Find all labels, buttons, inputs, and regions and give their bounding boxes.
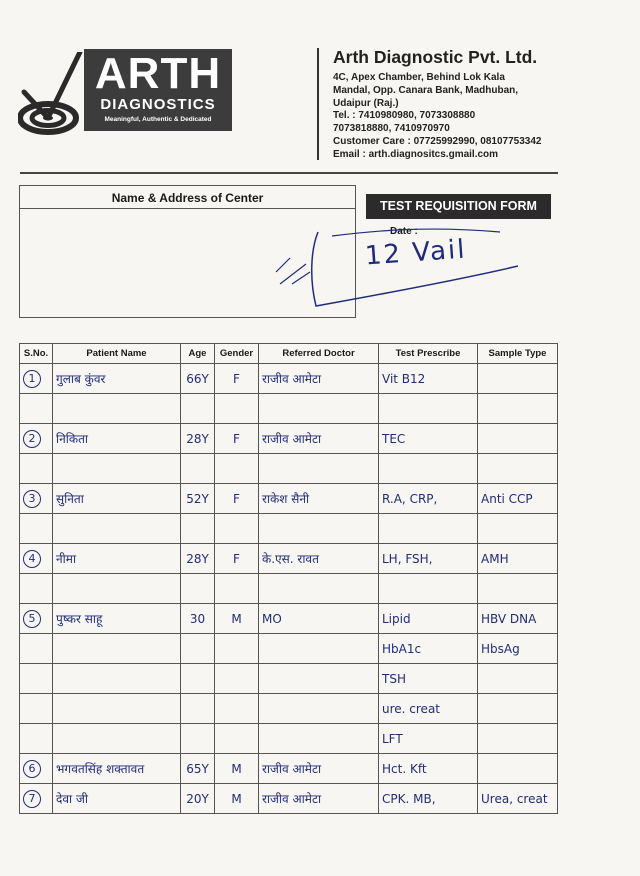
cell-sno[interactable] (20, 634, 53, 664)
cell-referred-doctor[interactable] (259, 724, 379, 754)
logo-word: ARTH (94, 49, 222, 98)
patient-table (19, 343, 558, 814)
table-row (20, 454, 558, 484)
cell-gender[interactable]: M (215, 754, 259, 784)
cell-sample-type[interactable]: Urea, creat (478, 784, 558, 814)
cell-patient-name[interactable]: सुनिता (53, 484, 181, 514)
cell-patient-name[interactable]: नीमा (53, 544, 181, 574)
cell-gender[interactable]: F (215, 424, 259, 454)
cell-sample-type[interactable]: Anti CCP (478, 484, 558, 514)
cell-patient-name[interactable] (53, 724, 181, 754)
cell-referred-doctor[interactable]: राजीव आमेटा (259, 364, 379, 394)
cell-referred-doctor[interactable]: राजीव आमेटा (259, 784, 379, 814)
cell-sno[interactable] (20, 574, 53, 604)
header-sno: S.No. (20, 344, 53, 364)
table-row (20, 784, 558, 814)
cell-test-prescribe[interactable]: Vit B12 (379, 364, 478, 394)
logo-subtitle: DIAGNOSTICS (100, 96, 216, 113)
cell-patient-name[interactable]: देवा जी (53, 784, 181, 814)
address-line: Udaipur (Raj.) (333, 97, 399, 109)
header-patient-name: Patient Name (53, 344, 181, 364)
cell-referred-doctor[interactable] (259, 514, 379, 544)
header-divider (317, 48, 319, 160)
cell-sample-type[interactable] (478, 574, 558, 604)
cell-referred-doctor[interactable] (259, 574, 379, 604)
cell-test-prescribe[interactable]: Hct. Kft (379, 754, 478, 784)
table-header-row (20, 344, 558, 364)
cell-patient-name[interactable]: गुलाब कुंवर (53, 364, 181, 394)
cell-sno[interactable] (20, 664, 53, 694)
company-info (333, 46, 633, 162)
address-line: 4C, Apex Chamber, Behind Lok Kala (333, 72, 505, 83)
cell-age[interactable]: 65Y (181, 754, 215, 784)
cell-sno[interactable] (20, 544, 53, 574)
cell-age[interactable] (181, 394, 215, 424)
cell-gender[interactable] (215, 724, 259, 754)
cell-referred-doctor[interactable]: के.एस. रावत (259, 544, 379, 574)
cell-sample-type[interactable] (478, 424, 558, 454)
table-row (20, 484, 558, 514)
logo-badge (84, 49, 232, 131)
company-name: Arth Diagnostic Pvt. Ltd. (333, 47, 538, 67)
address-line: Mandal, Opp. Canara Bank, Madhuban, (333, 84, 519, 96)
cell-sno[interactable] (20, 724, 53, 754)
cell-sno[interactable] (20, 394, 53, 424)
cell-sample-type[interactable] (478, 694, 558, 724)
date-value[interactable]: 12 Vail (364, 234, 468, 272)
cell-gender[interactable]: F (215, 544, 259, 574)
cell-sno[interactable] (20, 484, 53, 514)
cell-gender[interactable]: F (215, 484, 259, 514)
cell-test-prescribe[interactable]: HbA1c (379, 634, 478, 664)
cell-test-prescribe[interactable]: LH, FSH, (379, 544, 478, 574)
cell-sample-type[interactable] (478, 514, 558, 544)
cell-sample-type[interactable] (478, 724, 558, 754)
cell-gender[interactable]: M (215, 784, 259, 814)
cell-age[interactable] (181, 724, 215, 754)
cell-sample-type[interactable]: HBV DNA (478, 604, 558, 634)
table-row (20, 634, 558, 664)
cell-patient-name[interactable]: पुष्कर साहू (53, 604, 181, 634)
cell-gender[interactable] (215, 454, 259, 484)
cell-referred-doctor[interactable] (259, 454, 379, 484)
cell-test-prescribe[interactable]: TEC (379, 424, 478, 454)
table-row (20, 394, 558, 424)
table-row (20, 694, 558, 724)
table-row (20, 514, 558, 544)
cell-test-prescribe[interactable]: LFT (379, 724, 478, 754)
cell-sample-type[interactable] (478, 754, 558, 784)
header-referred-doctor: Referred Doctor (259, 344, 379, 364)
cell-sno[interactable] (20, 424, 53, 454)
header-age: Age (181, 344, 215, 364)
cell-age[interactable]: 52Y (181, 484, 215, 514)
cell-sno[interactable] (20, 514, 53, 544)
serial-number: 7 (23, 790, 41, 808)
cell-referred-doctor[interactable]: राजीव आमेटा (259, 754, 379, 784)
cell-age[interactable]: 28Y (181, 424, 215, 454)
cell-patient-name[interactable] (53, 634, 181, 664)
cell-age[interactable] (181, 694, 215, 724)
cell-gender[interactable] (215, 394, 259, 424)
cell-gender[interactable]: F (215, 364, 259, 394)
table-row (20, 724, 558, 754)
table-row (20, 664, 558, 694)
logo-tagline: Meaningful, Authentic & Dedicated (104, 116, 212, 123)
cell-patient-name[interactable]: भगवतसिंह शक्तावत (53, 754, 181, 784)
serial-number: 6 (23, 760, 41, 778)
cell-gender[interactable] (215, 574, 259, 604)
cell-sno[interactable] (20, 784, 53, 814)
cell-referred-doctor[interactable]: MO (259, 604, 379, 634)
cell-age[interactable]: 20Y (181, 784, 215, 814)
cell-patient-name[interactable] (53, 664, 181, 694)
table-row (20, 364, 558, 394)
cell-patient-name[interactable] (53, 694, 181, 724)
cell-sno[interactable] (20, 364, 53, 394)
cell-referred-doctor[interactable]: राजीव आमेटा (259, 424, 379, 454)
tel-line: 7073818880, 7410970970 (333, 123, 450, 135)
cell-test-prescribe[interactable]: R.A, CRP, (379, 484, 478, 514)
cell-test-prescribe[interactable] (379, 394, 478, 424)
form-title: TEST REQUISITION FORM (366, 194, 551, 219)
cell-test-prescribe[interactable]: CPK. MB, (379, 784, 478, 814)
cell-age[interactable]: 66Y (181, 364, 215, 394)
table-row (20, 574, 558, 604)
cell-test-prescribe[interactable]: TSH (379, 664, 478, 694)
cell-gender[interactable] (215, 514, 259, 544)
tel-line: Tel. : 7410980980, 7073308880 (333, 110, 476, 122)
header-test-prescribe: Test Prescribe (379, 344, 478, 364)
cell-test-prescribe[interactable] (379, 454, 478, 484)
cell-test-prescribe[interactable] (379, 514, 478, 544)
cell-sample-type[interactable]: AMH (478, 544, 558, 574)
serial-number: 5 (23, 610, 41, 628)
center-box-title: Name & Address of Center (20, 186, 355, 209)
email: Email : arth.diagnositcs.gmail.com (333, 148, 499, 160)
cell-test-prescribe[interactable] (379, 574, 478, 604)
serial-number: 1 (23, 370, 41, 388)
customer-care: Customer Care : 07725992990, 08107753342 (333, 135, 542, 147)
cell-referred-doctor[interactable] (259, 634, 379, 664)
table-row (20, 544, 558, 574)
target-check-icon (18, 52, 84, 136)
cell-age[interactable] (181, 514, 215, 544)
cell-sample-type[interactable]: HbsAg (478, 634, 558, 664)
cell-sample-type[interactable] (478, 394, 558, 424)
serial-number: 4 (23, 550, 41, 568)
header-gender: Gender (215, 344, 259, 364)
header-rule (20, 172, 558, 174)
cell-test-prescribe[interactable]: Lipid (379, 604, 478, 634)
cell-gender[interactable] (215, 634, 259, 664)
cell-patient-name[interactable] (53, 454, 181, 484)
cell-sample-type[interactable] (478, 664, 558, 694)
serial-number: 2 (23, 430, 41, 448)
cell-gender[interactable] (215, 664, 259, 694)
date-label: Date : (390, 226, 418, 237)
cell-gender[interactable] (215, 694, 259, 724)
cell-test-prescribe[interactable]: ure. creat (379, 694, 478, 724)
cell-age[interactable] (181, 454, 215, 484)
cell-referred-doctor[interactable]: राकेश सैनी (259, 484, 379, 514)
cell-sno[interactable] (20, 694, 53, 724)
cell-patient-name[interactable] (53, 574, 181, 604)
cell-age[interactable] (181, 664, 215, 694)
cell-age[interactable] (181, 634, 215, 664)
cell-age[interactable] (181, 574, 215, 604)
cell-referred-doctor[interactable] (259, 664, 379, 694)
cell-sno[interactable] (20, 754, 53, 784)
cell-patient-name[interactable] (53, 394, 181, 424)
cell-age[interactable]: 28Y (181, 544, 215, 574)
cell-sample-type[interactable] (478, 454, 558, 484)
cell-gender[interactable]: M (215, 604, 259, 634)
serial-number: 3 (23, 490, 41, 508)
header-sample-type: Sample Type (478, 344, 558, 364)
table-row (20, 604, 558, 634)
cell-sno[interactable] (20, 454, 53, 484)
table-row (20, 424, 558, 454)
cell-patient-name[interactable] (53, 514, 181, 544)
table-row (20, 754, 558, 784)
cell-referred-doctor[interactable] (259, 694, 379, 724)
arth-logo (18, 46, 236, 142)
cell-age[interactable]: 30 (181, 604, 215, 634)
cell-sno[interactable] (20, 604, 53, 634)
cell-sample-type[interactable] (478, 364, 558, 394)
cell-referred-doctor[interactable] (259, 394, 379, 424)
cell-patient-name[interactable]: निकिता (53, 424, 181, 454)
